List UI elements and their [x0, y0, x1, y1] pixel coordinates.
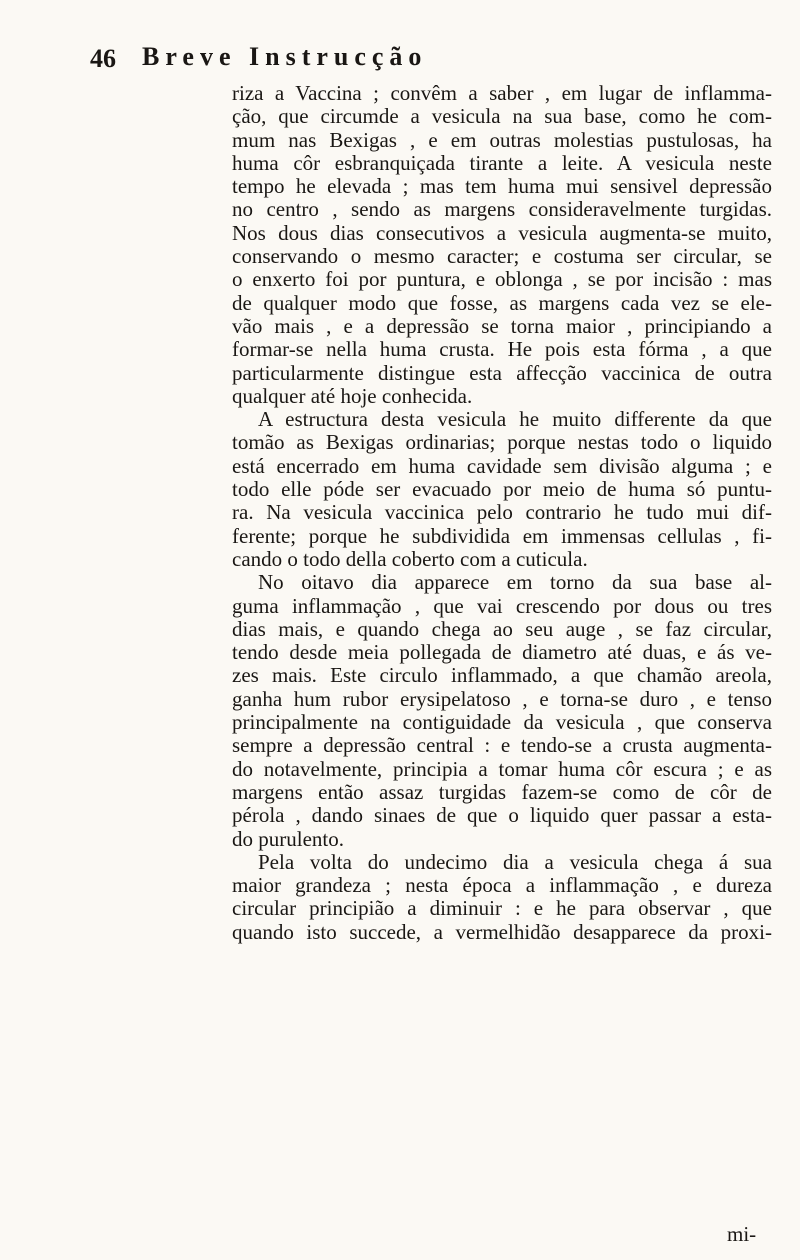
text-line: No oitavo dia apparece em torno da sua base al- — [258, 570, 772, 595]
text-line: ferente; porque he subdividida em immensas cellulas , fi- — [232, 523, 772, 548]
text-line: qualquer até hoje conhecida. — [232, 383, 473, 408]
text-line: todo elle póde ser evacuado por meio de huma só puntu- — [232, 477, 772, 502]
text-line: cando o todo della coberto com a cuticula. — [232, 546, 588, 571]
page-header — [90, 40, 750, 80]
text-line: dias mais, e quando chega ao seu auge , se faz circular, — [232, 616, 772, 641]
body-text — [232, 82, 772, 944]
text-line: ganha hum rubor erysipelatoso , e torna-se duro , e tenso — [232, 686, 772, 711]
text-line: huma côr esbranquiçada tirante a leite. A vesicula neste — [232, 150, 772, 175]
text-line: ra. Na vesicula vaccinica pelo contrario he tudo mui dif- — [232, 500, 772, 525]
text-line: do notavelmente, principia a tomar huma côr escura ; e as — [232, 756, 772, 781]
page-number: 46 — [90, 44, 116, 73]
text-line: tomão as Bexigas ordinarias; porque nestas todo o liquido — [232, 430, 772, 455]
text-line: Nos dous dias consecutivos a vesicula augmenta-se muito, — [232, 220, 772, 245]
text-line: riza a Vaccina ; convêm a saber , em lugar de inflamma- — [232, 81, 772, 105]
text-line: Pela volta do undecimo dia a vesicula chega á sua — [258, 849, 772, 874]
text-line: maior grandeza ; nesta época a inflammação , e dureza — [232, 873, 772, 898]
text-line: mum nas Bexigas , e em outras molestias pustulosas, ha — [232, 127, 772, 152]
text-line: está encerrado em huma cavidade sem divisão alguma ; e — [232, 453, 772, 478]
text-line: tempo he elevada ; mas tem huma mui sensivel depressão — [232, 174, 772, 199]
text-line: principalmente na contiguidade da vesicula , que conserva — [232, 710, 772, 735]
text-line: o enxerto foi por puntura, e oblonga , se por incisão : mas — [232, 267, 772, 292]
text-line: no centro , sendo as margens consideravelmente turgidas. — [232, 197, 772, 222]
text-line: A estructura desta vesicula he muito differente da que — [258, 407, 772, 432]
text-line: vão mais , e a depressão se torna maior , principiando a — [232, 313, 772, 338]
text-line: margens então assaz turgidas fazem-se como de côr de — [232, 779, 772, 804]
text-line: sempre a depressão central : e tendo-se a crusta augmenta- — [232, 733, 772, 758]
text-line: conservando o mesmo caracter; e costuma ser circular, se — [232, 244, 772, 269]
text-line: particularmente distingue esta affecção vaccinica de outra — [232, 360, 772, 385]
text-line: guma inflammação , que vai crescendo por dous ou tres — [232, 593, 772, 618]
text-line: de qualquer modo que fosse, as margens cada vez se ele- — [232, 290, 772, 315]
text-line: pérola , dando sinaes de que o liquido quer passar a esta- — [232, 803, 772, 828]
running-head: Breve Instrucção — [142, 42, 428, 71]
text-line: do purulento. — [232, 826, 344, 851]
text-line: quando isto succede, a vermelhidão desapparece da proxi- — [232, 919, 772, 944]
text-line: formar-se nella huma crusta. He pois esta fórma , a que — [232, 337, 772, 362]
text-line: ção, que circumde a vesicula na sua base, como he com- — [232, 104, 772, 129]
catchword: mi- — [727, 1222, 757, 1246]
text-line: tendo desde meia pollegada de diametro até duas, e ás ve- — [232, 640, 772, 665]
text-line: zes mais. Este circulo inflammado, a que chamão areola, — [232, 663, 772, 688]
text-line: circular principião a diminuir : e he para observar , que — [232, 896, 772, 921]
